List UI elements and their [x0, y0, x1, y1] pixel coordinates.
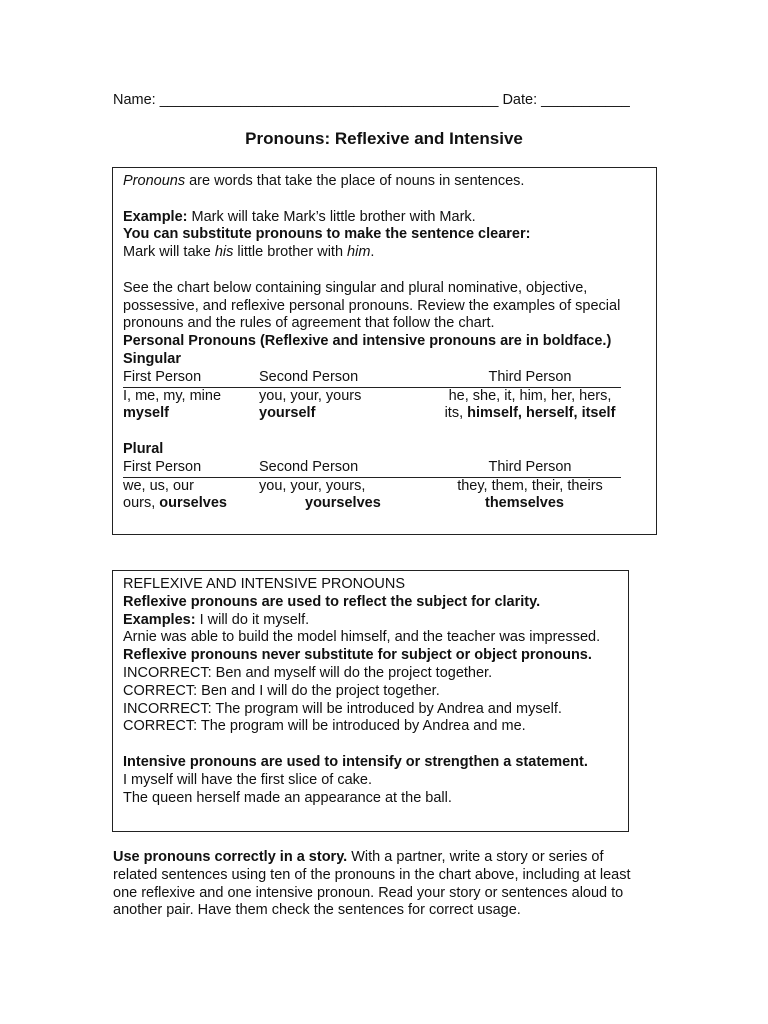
substitute-line: You can substitute pronouns to make the sentence clearer:: [123, 226, 531, 243]
correct-example-1: CORRECT: Ben and I will do the project together.: [123, 682, 440, 699]
chart-intro-1: See the chart below containing singular and plural nominative, objective,: [123, 279, 588, 296]
plural-header-row: [123, 459, 621, 478]
incorrect-example-2: INCORRECT: The program will be introduced by Andrea and myself.: [123, 700, 562, 717]
singular-header-row: [123, 369, 621, 388]
personal-pronouns-heading: Personal Pronouns (Reflexive and intensive pronouns are in boldface.): [123, 333, 612, 350]
correct-example-2: CORRECT: The program will be introduced by Andrea and me.: [123, 718, 526, 735]
singular-header-second: Second Person: [259, 368, 359, 385]
examples-line: Examples: I will do it myself.: [123, 611, 310, 628]
activity-instructions: Use pronouns correctly in a story. With a partner, write a story or series of related sentences using ten of the pronouns in the chart above, including at least one reflexive and one intensive pronoun. Read your story or sentences aloud to another pair. Have them check the sentences for correct usage.: [113, 849, 631, 919]
intensive-example-1: I myself will have the first slice of cake.: [123, 771, 372, 788]
reflexive-rule: Reflexive pronouns are used to reflect the subject for clarity.: [123, 593, 541, 610]
plural-row-1: we, us, our you, your, yours, they, them, their, theirs: [123, 477, 603, 494]
chart-intro-3: pronouns and the rules of agreement that follow the chart.: [123, 315, 495, 332]
chart-intro-2: possessive, and reflexive personal pronouns. Review the examples of special: [123, 297, 621, 314]
intensive-rule: Intensive pronouns are used to intensify or strengthen a statement.: [123, 753, 588, 770]
arnie-example: Arnie was able to build the model himself, and the teacher was impressed.: [123, 629, 601, 646]
page-title: Pronouns: Reflexive and Intensive: [245, 129, 523, 148]
plural-label: Plural: [123, 440, 164, 457]
reflexive-intensive-box: [112, 570, 629, 832]
singular-header-third: Third Person: [488, 368, 572, 385]
incorrect-example-1: INCORRECT: Ben and myself will do the project together.: [123, 664, 493, 681]
intro-rest: are words that take the place of nouns in sentences.: [185, 173, 525, 189]
activity-lead: Use pronouns correctly in a story.: [113, 849, 348, 865]
singular-header-first: First Person: [123, 368, 202, 385]
plural-header-third: Third Person: [488, 458, 572, 475]
singular-row-1: I, me, my, mine you, your, yours he, she, it, him, her, hers,: [123, 387, 612, 404]
name-date-line: Name: __________________________________________ Date: ___________: [113, 92, 630, 108]
plural-row-2: ours, ourselves yourselves themselves: [123, 495, 564, 512]
singular-row-2: myself yourself its, himself, herself, itself: [123, 405, 616, 422]
pronoun-definition-box: [112, 167, 657, 535]
intro-word: Pronouns: [123, 173, 186, 189]
intensive-example-2: The queen herself made an appearance at the ball.: [123, 789, 452, 806]
example-label: Example:: [123, 208, 188, 225]
box2-heading: REFLEXIVE AND INTENSIVE PRONOUNS: [123, 576, 406, 592]
never-rule: Reflexive pronouns never substitute for subject or object pronouns.: [123, 647, 592, 664]
example-text: Mark will take Mark’s little brother with Mark.: [187, 208, 476, 225]
intro-line: [123, 173, 650, 191]
plural-header-first: First Person: [123, 458, 202, 475]
plural-header-second: Second Person: [259, 458, 359, 475]
example-line: [123, 209, 650, 227]
corrected-line: Mark will take his little brother with him.: [123, 244, 375, 261]
singular-label: Singular: [123, 350, 182, 367]
